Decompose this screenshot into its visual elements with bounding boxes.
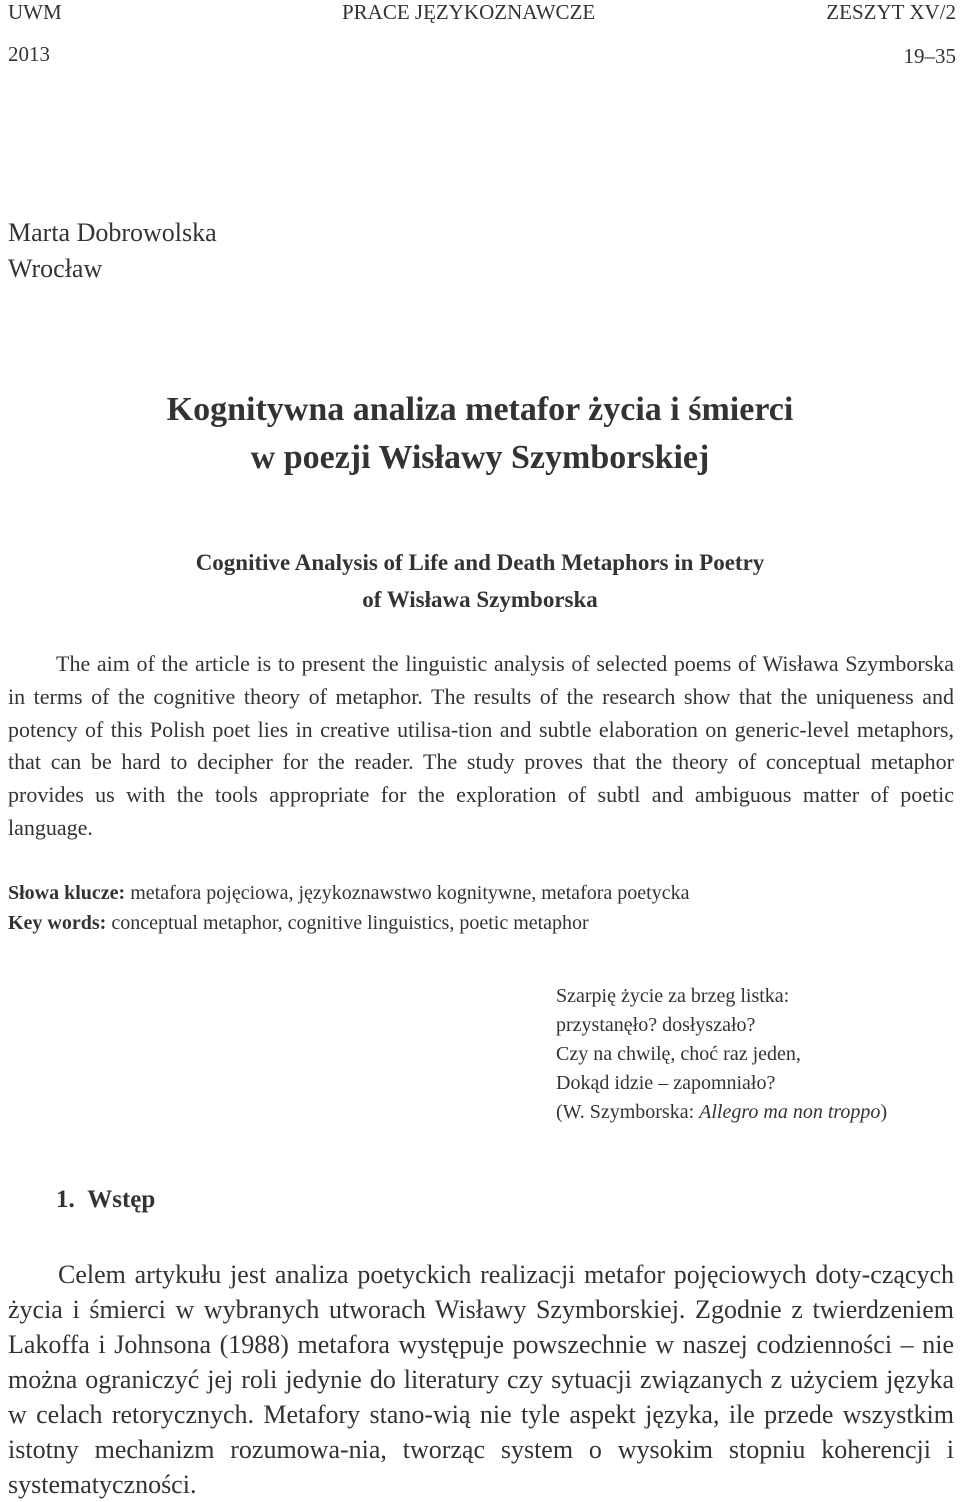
section-heading bbox=[56, 1186, 155, 1214]
keywords-pl-value: metafora pojęciowa, językoznawstwo kognitywne, metafora poetycka bbox=[125, 882, 690, 904]
publication-year: 2013 bbox=[8, 42, 50, 66]
journal-abbrev: UWM bbox=[8, 0, 62, 24]
epigraph bbox=[556, 982, 887, 1127]
epigraph-line: Szarpię życie za brzeg listka: bbox=[556, 985, 790, 1007]
keywords-pl bbox=[8, 880, 954, 906]
epigraph-line: Dokąd idzie – zapomniało? bbox=[556, 1072, 776, 1094]
author-name: Marta Dobrowolska bbox=[8, 218, 217, 247]
issue-number: ZESZYT XV/2 bbox=[826, 0, 956, 24]
section-title: Wstęp bbox=[87, 1186, 156, 1213]
journal-title: PRACE JĘZYKOZNAWCZE bbox=[342, 0, 596, 24]
keywords-en-label: Key words: bbox=[8, 912, 107, 934]
article-title-en-line1: Cognitive Analysis of Life and Death Metaphors in Poetry bbox=[195, 550, 765, 575]
article-title-pl-line2: w poezji Wisławy Szymborskiej bbox=[250, 439, 710, 476]
keywords-pl-label: Słowa klucze: bbox=[8, 882, 126, 904]
epigraph-source: (W. Szymborska: Allegro ma non troppo) bbox=[556, 1101, 888, 1123]
epigraph-source-title: Allegro ma non troppo bbox=[699, 1101, 881, 1123]
page-range: 19–35 bbox=[903, 44, 956, 68]
epigraph-line: Czy na chwilę, choć raz jeden, bbox=[556, 1043, 801, 1065]
article-title-en-line2: of Wisława Szymborska bbox=[362, 587, 598, 612]
section-number: 1. bbox=[56, 1186, 75, 1213]
author-city: Wrocław bbox=[8, 254, 103, 283]
keywords-en-value: conceptual metaphor, cognitive linguistics, poetic metaphor bbox=[106, 912, 589, 934]
article-title-pl-line1: Kognitywna analiza metafor życia i śmierci bbox=[166, 391, 794, 428]
epigraph-line: przystanęło? dosłyszało? bbox=[556, 1014, 756, 1036]
keywords-en bbox=[8, 910, 954, 936]
abstract: The aim of the article is to present the linguistic analysis of selected poems of Wisława Szymborska in terms of the cognitive theory of metaphor. The results of the research show that the uniqueness and potency of this Polish poet lies in creative utilisa-tion and subtle elaboration on generic-level metaphors, that can be hard to decipher for the reader. The study proves that the theory of conceptual metaphor provides us with the tools appropriate for the exploration of subtl and ambiguous matter of poetic language. bbox=[8, 651, 954, 840]
intro-paragraph: Celem artykułu jest analiza poetyckich realizacji metafor pojęciowych doty-czących życia i śmierci w wybranych utworach Wisławy Szymborskiej. Zgodnie z twierdzeniem Lakoffa i Johnsona (1988) metafora występuje powszechnie w naszej codzienności – nie można ograniczyć jej roli jedynie do literatury czy sytuacji związanych z użyciem języka w celach retorycznych. Metafory stano-wią nie tyle aspekt języka, ile przede wszystkim istotny mechanizm rozumowa-nia, tworząc system o wysokim stopniu koherencji i systematyczności. bbox=[8, 1260, 954, 1499]
